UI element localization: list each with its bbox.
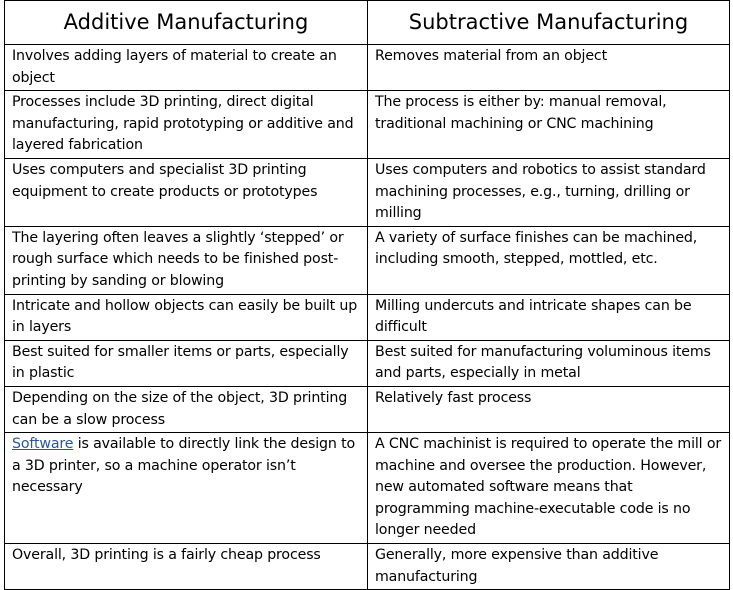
cell-subtractive: Milling undercuts and intricate shapes can be difficult [368, 294, 730, 340]
cell-subtractive: The process is either by: manual removal, traditional machining or CNC machining [368, 91, 730, 159]
table-row [5, 340, 730, 386]
header-subtractive: Subtractive Manufacturing [368, 1, 730, 45]
cell-subtractive: A variety of surface finishes can be machined, including smooth, stepped, mottled, etc. [368, 226, 730, 294]
cell-additive: Uses computers and specialist 3D printing equipment to create products or prototypes [5, 158, 368, 226]
cell-additive: Intricate and hollow objects can easily be built up in layers [5, 294, 368, 340]
software-link[interactable]: Software [12, 436, 74, 453]
table-row [5, 386, 730, 432]
cell-subtractive: Removes material from an object [368, 45, 730, 91]
cell-additive: Depending on the size of the object, 3D printing can be a slow process [5, 386, 368, 432]
header-additive: Additive Manufacturing [5, 1, 368, 45]
table-row [5, 91, 730, 159]
cell-subtractive: Best suited for manufacturing voluminous items and parts, especially in metal [368, 340, 730, 386]
cell-subtractive: Generally, more expensive than additive manufacturing [368, 544, 730, 590]
cell-additive: Processes include 3D printing, direct digital manufacturing, rapid prototyping or additive and layered fabrication [5, 91, 368, 159]
table-row [5, 544, 730, 590]
cell-additive [5, 433, 368, 544]
table-row [5, 45, 730, 91]
table-row [5, 158, 730, 226]
table-row [5, 226, 730, 294]
cell-subtractive: Uses computers and robotics to assist standard machining processes, e.g., turning, drilling or milling [368, 158, 730, 226]
cell-additive: Overall, 3D printing is a fairly cheap process [5, 544, 368, 590]
cell-additive-text: is available to directly link the design to a 3D printer, so a machine operator isn’t necessary [12, 436, 356, 496]
cell-additive: Involves adding layers of material to create an object [5, 45, 368, 91]
comparison-table [4, 0, 730, 590]
table-row [5, 294, 730, 340]
cell-additive: The layering often leaves a slightly ‘stepped’ or rough surface which needs to be finished post-printing by sanding or blowing [5, 226, 368, 294]
table-row [5, 433, 730, 544]
cell-subtractive: Relatively fast process [368, 386, 730, 432]
header-row [5, 1, 730, 45]
cell-additive: Best suited for smaller items or parts, especially in plastic [5, 340, 368, 386]
cell-subtractive: A CNC machinist is required to operate the mill or machine and oversee the production. However, new automated software means that programming machine-executable code is no longer needed [368, 433, 730, 544]
